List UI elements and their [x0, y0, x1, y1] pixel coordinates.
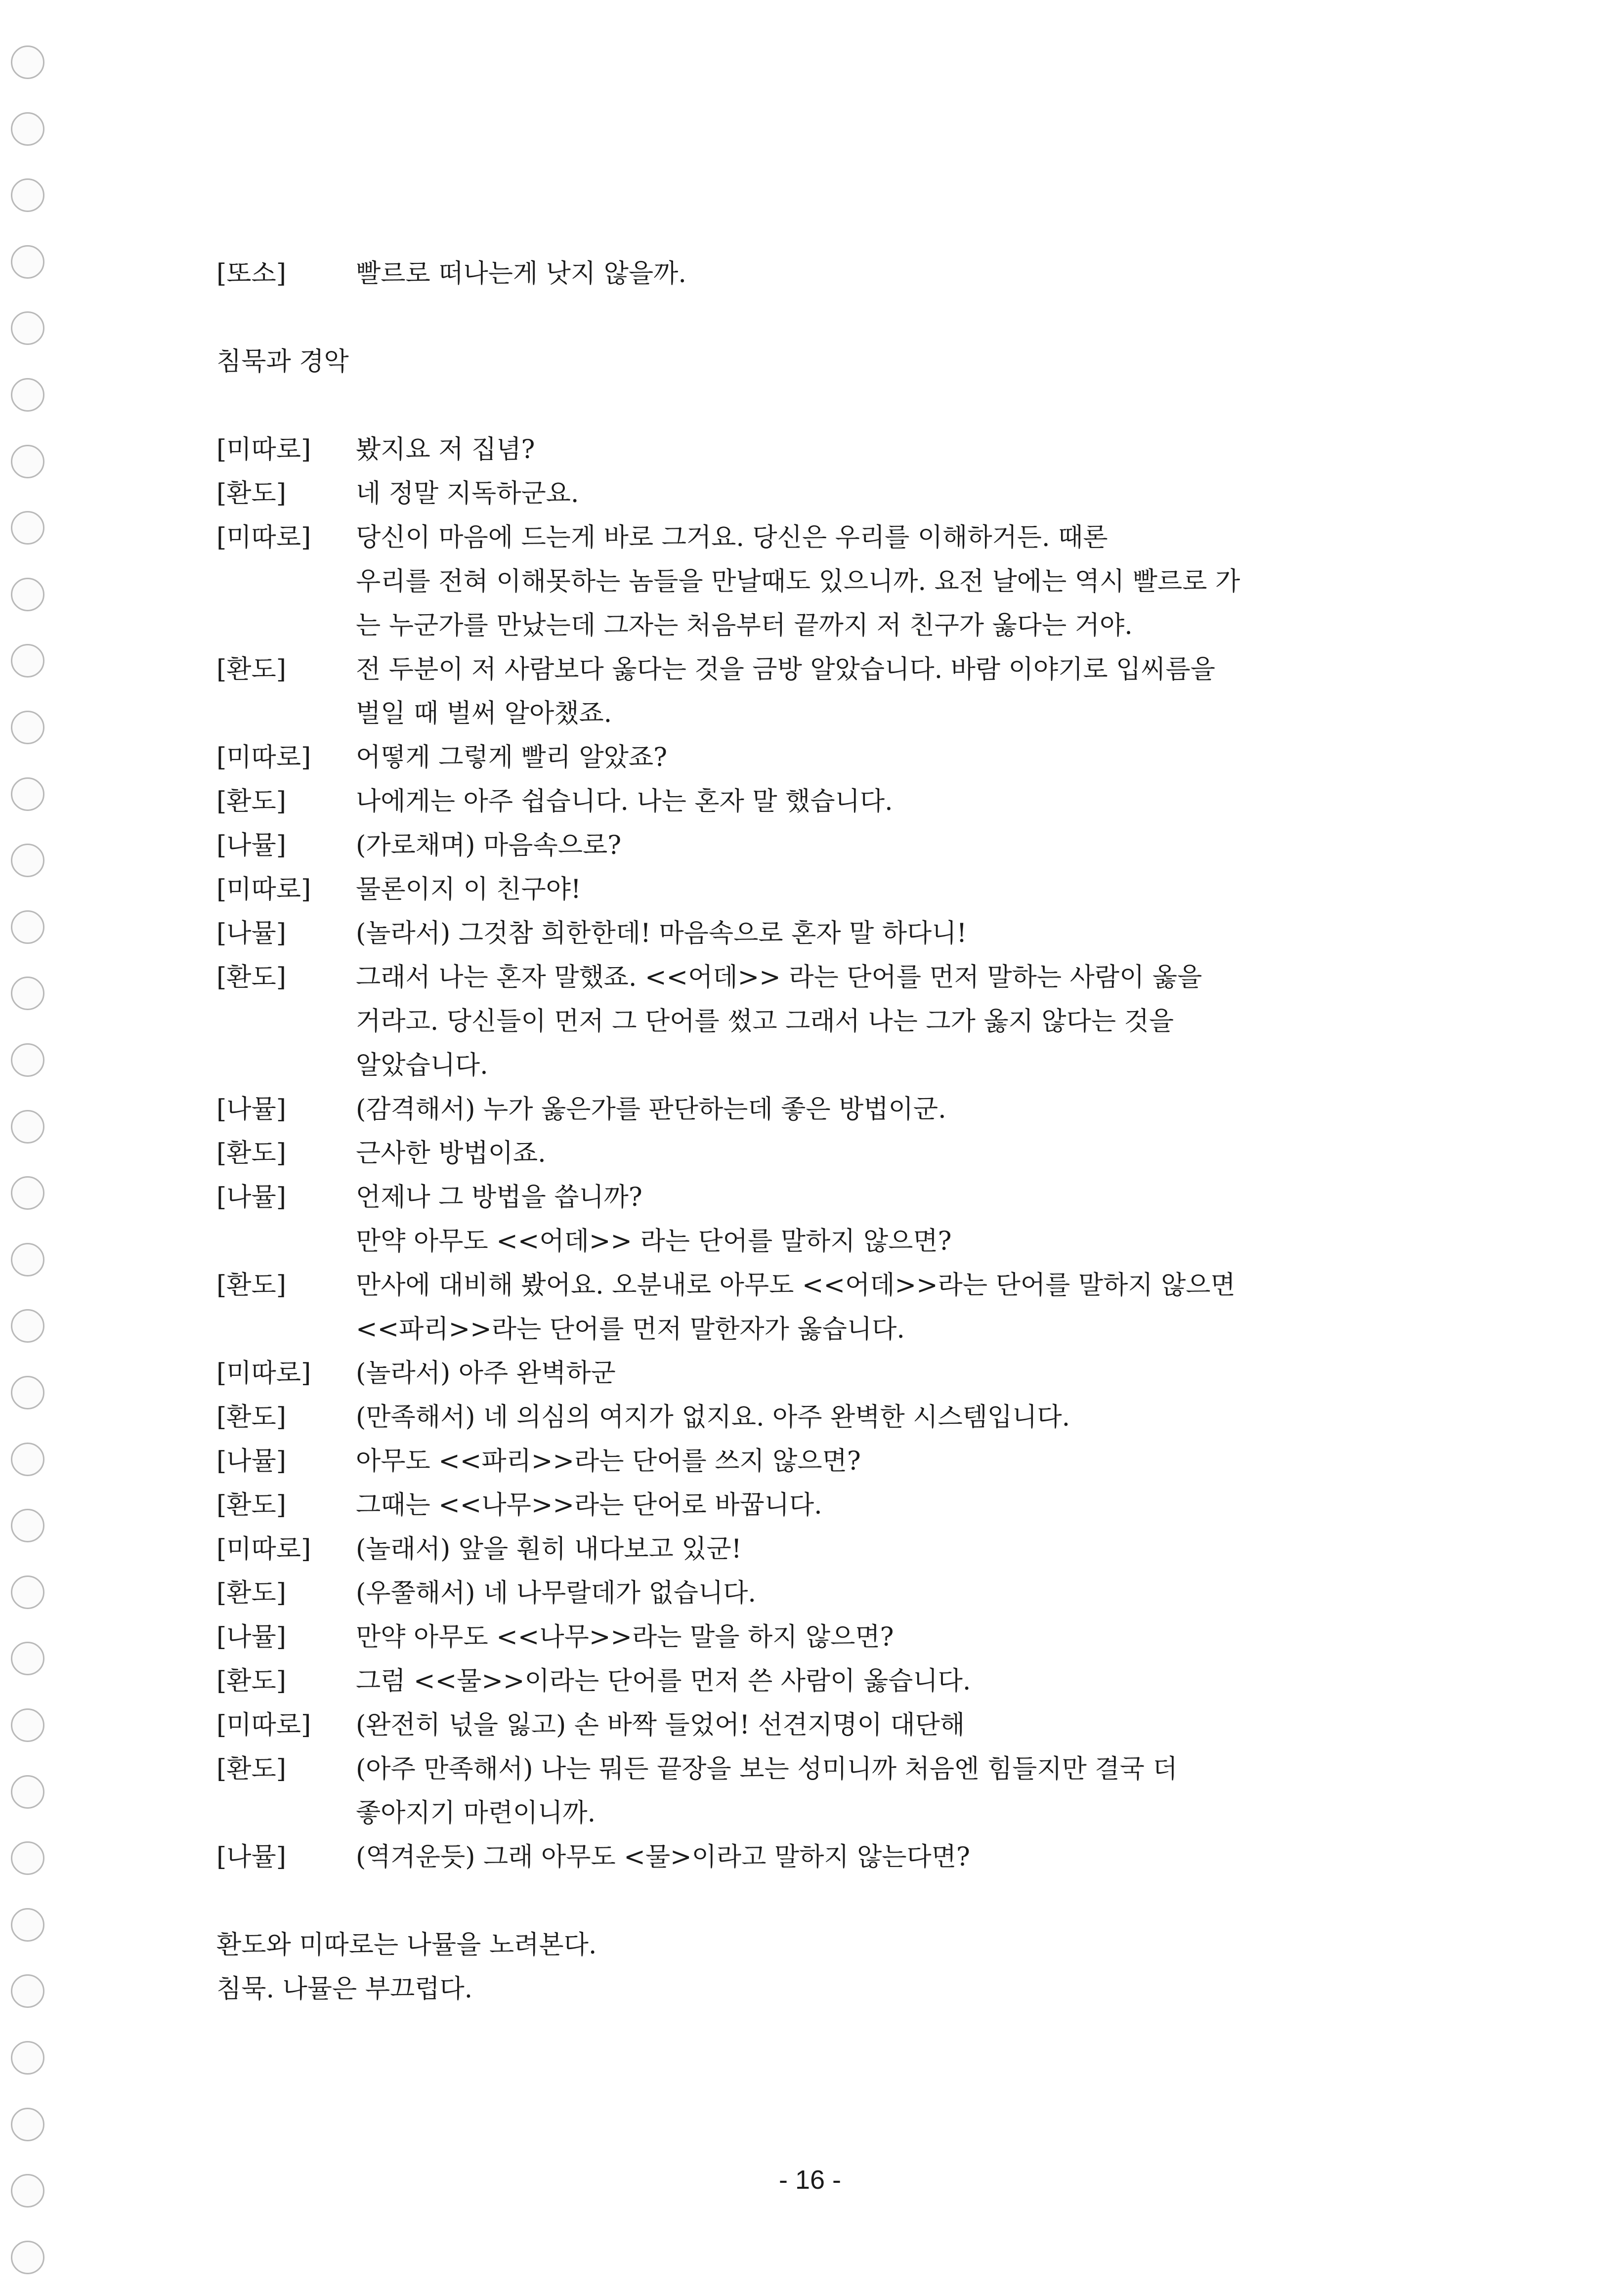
binder-hole	[11, 1841, 44, 1875]
dialogue-line	[216, 1703, 1412, 1747]
dialogue-text: (역겨운듯) 그래 아무도 <물>이라고 말하지 않는다면?	[356, 1842, 970, 1872]
dialogue-text: 그럼 <<물>>이라는 단어를 먼저 쓴 사람이 옳습니다.	[356, 1666, 971, 1696]
binder-hole	[11, 578, 44, 611]
dialogue-line	[216, 1528, 1412, 1572]
stage-direction: 환도와 미따로는 나뮬을 노려본다.	[216, 1930, 597, 1960]
speaker-label: [환도]	[216, 655, 287, 684]
dialogue-line	[216, 472, 1412, 516]
binder-hole	[11, 1243, 44, 1276]
dialogue-line	[216, 1835, 1412, 1879]
speaker-label: [미따로]	[216, 523, 311, 553]
binder-hole	[11, 45, 44, 79]
binder-hole	[11, 445, 44, 478]
binder-hole	[11, 910, 44, 944]
binder-hole	[11, 1376, 44, 1409]
binder-hole	[11, 2108, 44, 2141]
dialogue-line	[216, 1352, 1412, 1396]
script-page	[216, 252, 1412, 2011]
binder-hole	[11, 1443, 44, 1476]
speaker-label: [나뮬]	[216, 1095, 287, 1124]
speaker-label: [환도]	[216, 479, 287, 509]
dialogue-continuation: 알았습니다.	[356, 1051, 488, 1080]
dialogue-text: 물론이지 이 친구야!	[356, 875, 581, 904]
binder-hole	[11, 644, 44, 678]
dialogue-text: 어떻게 그렇게 빨리 알았죠?	[356, 743, 668, 772]
page-number: - 16 -	[778, 2165, 842, 2195]
dialogue-text: (완전히 넋을 잃고) 손 바짝 들었어! 선견지명이 대단해	[356, 1710, 965, 1740]
dialogue-text: (아주 만족해서) 나는 뭐든 끝장을 보는 성미니까 처음엔 힘들지만 결국 더	[356, 1754, 1178, 1784]
dialogue-line	[216, 1088, 1412, 1132]
dialogue-line	[216, 868, 1412, 912]
binder-hole	[11, 711, 44, 744]
speaker-label: [환도]	[216, 963, 287, 992]
speaker-label: [환도]	[216, 1271, 287, 1300]
speaker-label: [미따로]	[216, 1359, 311, 1388]
dialogue-line	[216, 1132, 1412, 1176]
dialogue-line	[216, 428, 1412, 472]
binder-hole	[11, 1708, 44, 1742]
dialogue-text: (가로채며) 마음속으로?	[356, 831, 622, 860]
dialogue-text: 만약 아무도 <<나무>>라는 말을 하지 않으면?	[356, 1622, 894, 1652]
speaker-label: [환도]	[216, 1666, 287, 1696]
dialogue-line	[216, 1659, 1412, 1703]
dialogue-text: 만사에 대비해 봤어요. 오분내로 아무도 <<어데>>라는 단어를 말하지 않으면	[356, 1271, 1236, 1300]
dialogue-text: (우쭐해서) 네 나무랄데가 없습니다.	[356, 1578, 756, 1608]
dialogue-continuation: 좋아지기 마련이니까.	[356, 1798, 596, 1828]
dialogue-line	[216, 912, 1412, 956]
speaker-label: [미따로]	[216, 1710, 311, 1740]
dialogue-line	[216, 1572, 1412, 1616]
speaker-label: [환도]	[216, 787, 287, 816]
binder-hole	[11, 977, 44, 1010]
binder-hole	[11, 1043, 44, 1077]
speaker-label: [미따로]	[216, 743, 311, 772]
dialogue-line	[216, 1484, 1412, 1528]
dialogue-text: 네 정말 지독하군요.	[356, 479, 579, 509]
dialogue-text: 전 두분이 저 사람보다 옳다는 것을 금방 알았습니다. 바람 이야기로 입씨름을	[356, 655, 1216, 684]
binder-hole	[11, 1974, 44, 2008]
dialogue-line	[216, 252, 1412, 296]
blank-line	[216, 384, 1412, 428]
dialogue-continuation: <<파리>>라는 단어를 먼저 말한자가 옳습니다.	[356, 1315, 905, 1344]
dialogue-line	[216, 1616, 1412, 1659]
binder-hole	[11, 378, 44, 412]
stage-direction: 침묵. 나뮬은 부끄럽다.	[216, 1974, 473, 2004]
speaker-label: [환도]	[216, 1490, 287, 1520]
dialogue-text: 그래서 나는 혼자 말했죠. <<어데>> 라는 단어를 먼저 말하는 사람이 옳을	[356, 963, 1202, 992]
speaker-label: [환도]	[216, 1139, 287, 1168]
binder-hole	[11, 245, 44, 279]
speaker-label: [나뮬]	[216, 1183, 287, 1212]
speaker-label: [환도]	[216, 1403, 287, 1432]
binder-hole	[11, 511, 44, 545]
dialogue-continuation: 우리를 전혀 이해못하는 놈들을 만날때도 있으니까. 요전 날에는 역시 빨르로 가	[356, 567, 1240, 596]
binder-hole	[11, 1575, 44, 1609]
dialogue-line	[216, 824, 1412, 868]
dialogue-text: (만족해서) 네 의심의 여지가 없지요. 아주 완벽한 시스템입니다.	[356, 1403, 1070, 1432]
blank-line	[216, 296, 1412, 340]
speaker-label: [환도]	[216, 1578, 287, 1608]
dialogue-continuation: 만약 아무도 <<어데>> 라는 단어를 말하지 않으면?	[356, 1227, 952, 1256]
dialogue-text: 그때는 <<나무>>라는 단어로 바꿉니다.	[356, 1490, 822, 1520]
dialogue-text: 언제나 그 방법을 씁니까?	[356, 1183, 642, 1212]
speaker-label: [미따로]	[216, 875, 311, 904]
binder-hole	[11, 178, 44, 212]
dialogue-line	[216, 780, 1412, 824]
dialogue-text: 나에게는 아주 쉽습니다. 나는 혼자 말 했습니다.	[356, 787, 893, 816]
dialogue-line	[216, 1264, 1412, 1308]
dialogue-text: 아무도 <<파리>>라는 단어를 쓰지 않으면?	[356, 1446, 861, 1476]
speaker-label: [미따로]	[216, 435, 311, 465]
dialogue-continuation: 는 누군가를 만났는데 그자는 처음부터 끝까지 저 친구가 옳다는 거야.	[356, 611, 1133, 640]
binder-hole	[11, 1775, 44, 1809]
dialogue-text: (감격해서) 누가 옳은가를 판단하는데 좋은 방법이군.	[356, 1095, 946, 1124]
binder-hole	[11, 1176, 44, 1210]
dialogue-text: 당신이 마음에 드는게 바로 그거요. 당신은 우리를 이해하거든. 때론	[356, 523, 1108, 553]
dialogue-continuation: 벌일 때 벌써 알아챘죠.	[356, 699, 612, 728]
dialogue-text: 봤지요 저 집념?	[356, 435, 535, 465]
binder-hole	[11, 1509, 44, 1542]
dialogue-text: 빨르로 떠나는게 낫지 않을까.	[356, 259, 686, 289]
binder-hole	[11, 2241, 44, 2274]
dialogue-text: (놀래서) 앞을 훤히 내다보고 있군!	[356, 1534, 742, 1564]
speaker-label: [나뮬]	[216, 1446, 287, 1476]
dialogue-line	[216, 1440, 1412, 1484]
dialogue-text: (놀라서) 그것참 희한한데! 마음속으로 혼자 말 하다니!	[356, 919, 967, 948]
binder-hole	[11, 311, 44, 345]
blank-line	[216, 1879, 1412, 1923]
dialogue-line	[216, 1747, 1412, 1791]
speaker-label: [나뮬]	[216, 919, 287, 948]
binder-hole	[11, 777, 44, 811]
speaker-label: [나뮬]	[216, 1622, 287, 1652]
binder-hole	[11, 1110, 44, 1144]
dialogue-line	[216, 956, 1412, 1000]
dialogue-text: (놀라서) 아주 완벽하군	[356, 1359, 616, 1388]
dialogue-line	[216, 516, 1412, 560]
dialogue-line	[216, 1176, 1412, 1220]
speaker-label: [나뮬]	[216, 1842, 287, 1872]
speaker-label: [미따로]	[216, 1534, 311, 1564]
dialogue-line	[216, 648, 1412, 692]
binder-hole	[11, 2041, 44, 2075]
binder-hole	[11, 1642, 44, 1675]
binder-hole	[11, 1908, 44, 1942]
dialogue-text: 근사한 방법이죠.	[356, 1139, 546, 1168]
binder-hole	[11, 112, 44, 146]
dialogue-line	[216, 1396, 1412, 1440]
binder-holes	[11, 0, 55, 2296]
speaker-label: [또소]	[216, 259, 287, 289]
binder-hole	[11, 844, 44, 877]
binder-hole	[11, 1309, 44, 1343]
dialogue-line	[216, 736, 1412, 780]
dialogue-continuation: 거라고. 당신들이 먼저 그 단어를 썼고 그래서 나는 그가 옳지 않다는 것을	[356, 1007, 1174, 1036]
speaker-label: [나뮬]	[216, 831, 287, 860]
speaker-label: [환도]	[216, 1754, 287, 1784]
stage-direction: 침묵과 경악	[216, 347, 349, 377]
